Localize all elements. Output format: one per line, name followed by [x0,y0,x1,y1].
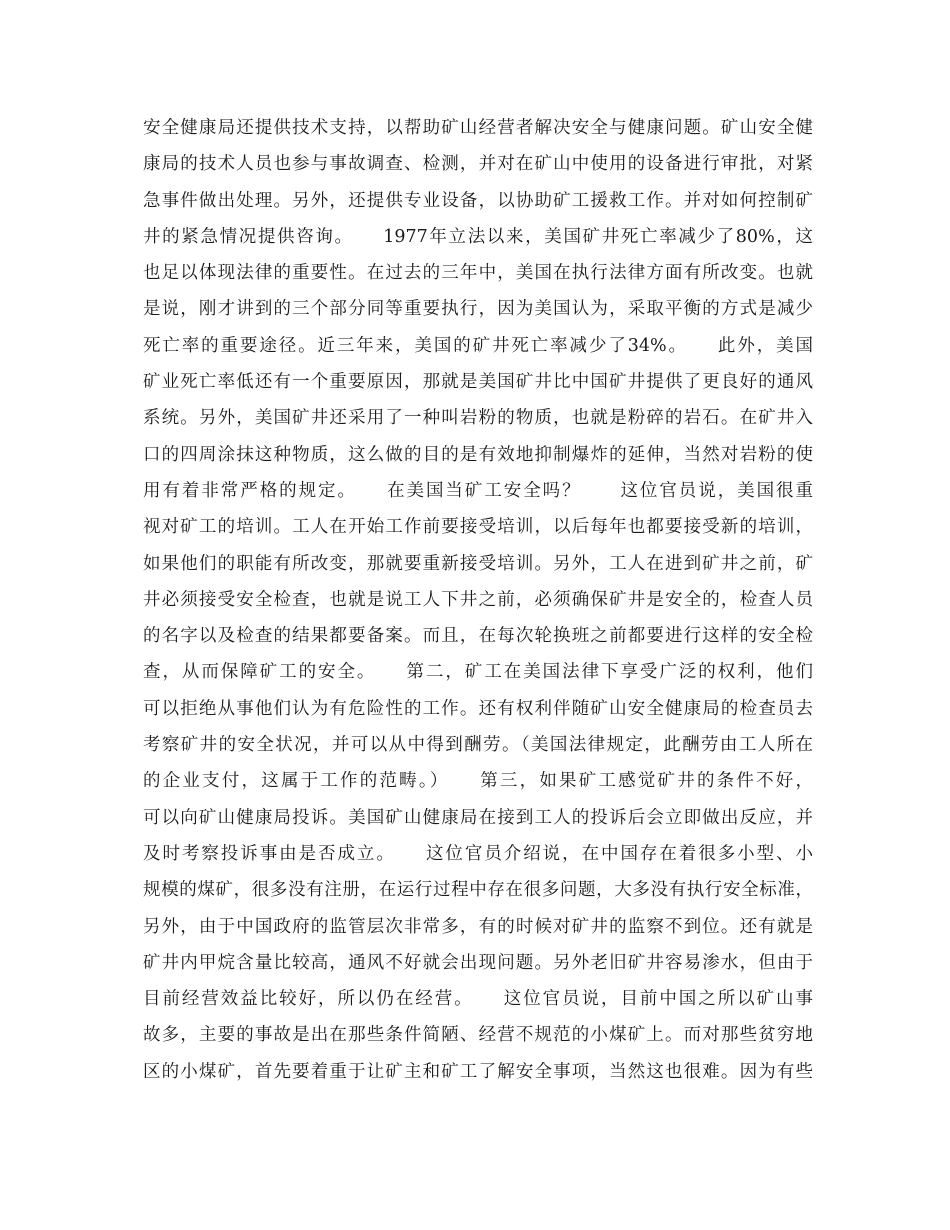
text-line: 井必须接受安全检查，也就是说工人下井之前，必须确保矿井是安全的，检查人员 [143,589,813,610]
text-line: 安全健康局还提供技术支持，以帮助矿山经营者解决安全与健康问题。矿山安全健 [143,118,813,138]
text-line: 矿井内甲烷含量比较高，通风不好就会出现问题。另外老旧矿井容易渗水，但由于 [143,952,813,973]
text-line: 考察矿井的安全状况，并可以从中得到酬劳。（美国法律规定，此酬劳由工人所在 [143,735,813,756]
text-line: 急事件做出处理。另外，还提供专业设备，以协助矿工援救工作。并对如何控制矿 [143,190,813,211]
text-line: 死亡率的重要途径。近三年来，美国的矿井死亡率减少了34%。 此外，美国 [143,335,813,356]
text-line: 及时考察投诉事由是否成立。 这位官员介绍说，在中国存在着很多小型、小 [143,843,813,864]
text-line: 查，从而保障矿工的安全。 第二，矿工在美国法律下享受广泛的权利，他们 [143,662,813,683]
text-line: 用有着非常严格的规定。 在美国当矿工安全吗？ 这位官员说，美国很重 [143,480,813,501]
text-line: 可以向矿山健康局投诉。美国矿山健康局在接到工人的投诉后会立即做出反应，并 [143,807,813,828]
text-line: 康局的技术人员也参与事故调查、检测，并对在矿山中使用的设备进行审批，对紧 [143,154,813,175]
text-line: 也足以体现法律的重要性。在过去的三年中，美国在执行法律方面有所改变。也就 [143,263,813,284]
text-line: 系统。另外，美国矿井还采用了一种叫岩粉的物质，也就是粉碎的岩石。在矿井入 [143,408,813,429]
text-line: 的企业支付，这属于工作的范畴。） 第三，如果矿工感觉矿井的条件不好， [143,771,813,792]
text-line: 故多，主要的事故是出在那些条件简陋、经营不规范的小煤矿上。而对那些贫穷地 [143,1025,813,1046]
text-line: 另外，由于中国政府的监管层次非常多，有的时候对矿井的监察不到位。还有就是 [143,916,813,937]
text-line: 视对矿工的培训。工人在开始工作前要接受培训，以后每年也都要接受新的培训， [143,517,813,538]
text-line: 口的四周涂抹这种物质，这么做的目的是有效地抑制爆炸的延伸，当然对岩粉的使 [143,444,813,465]
text-line: 的名字以及检查的结果都要备案。而且，在每次轮换班之前都要进行这样的安全检 [143,626,813,647]
text-line: 矿业死亡率低还有一个重要原因，那就是美国矿井比中国矿井提供了更良好的通风 [143,372,813,393]
text-line: 如果他们的职能有所改变，那就要重新接受培训。另外，工人在进到矿井之前，矿 [143,553,813,574]
text-line: 可以拒绝从事他们认为有危险性的工作。还有权利伴随矿山安全健康局的检查员去 [143,698,813,719]
text-line: 区的小煤矿，首先要着重于让矿主和矿工了解安全事项，当然这也很难。因为有些 [143,1061,813,1082]
body-text [143,110,813,1090]
text-line: 规模的煤矿，很多没有注册，在运行过程中存在很多问题，大多没有执行安全标准， [143,880,813,901]
text-line: 井的紧急情况提供咨询。 1977年立法以来，美国矿井死亡率减少了80%，这 [143,226,813,247]
text-line: 目前经营效益比较好，所以仍在经营。 这位官员说，目前中国之所以矿山事 [143,989,813,1010]
text-line: 是说，刚才讲到的三个部分同等重要执行，因为美国认为，采取平衡的方式是减少 [143,299,813,320]
